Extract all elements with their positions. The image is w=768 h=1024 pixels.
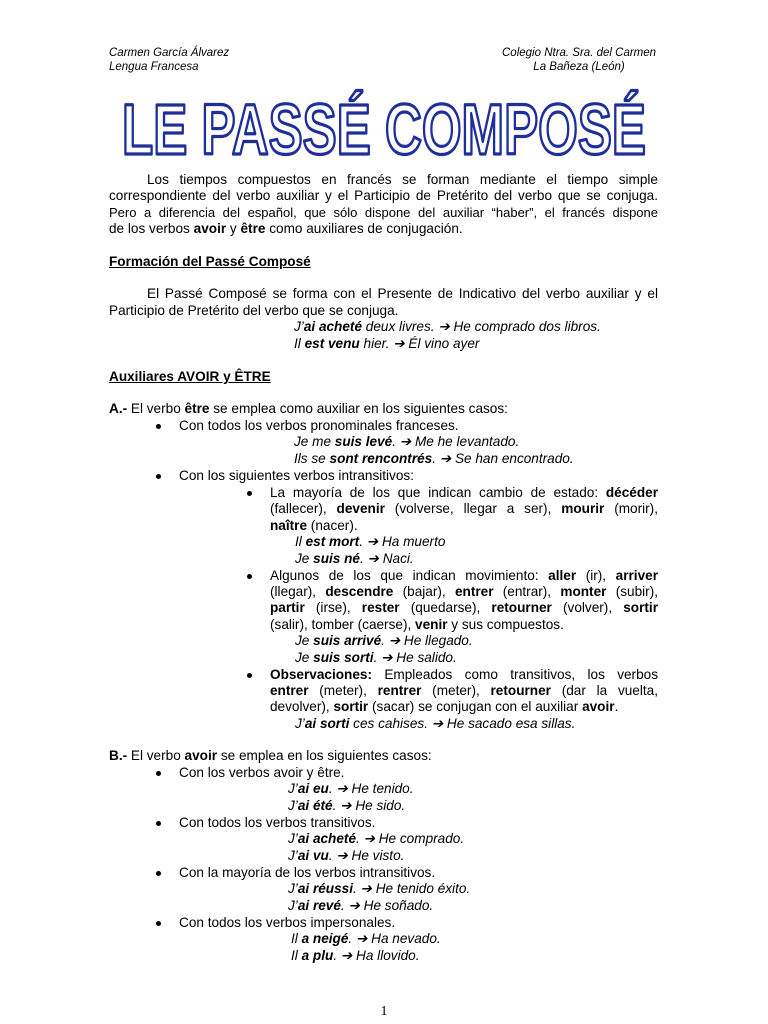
sub-bullet-1-line-3: naître (nacer).: [270, 518, 358, 533]
sub-bullet-1-example-1: Il est mort. ➔ Ha muerto: [295, 534, 446, 549]
section-b-b2-example-2: J’ai vu. ➔ He visto.: [288, 848, 405, 863]
section-b-bullet-2: Con todos los verbos transitivos.: [179, 815, 376, 830]
city-name: La Bañeza (León): [533, 61, 625, 73]
section-b-b2-example-1: J’ai acheté. ➔ He comprado.: [288, 831, 465, 846]
section-b-bullet-3: Con la mayoría de los verbos intransitivos.: [179, 865, 436, 880]
subject-name: Lengua Francesa: [109, 61, 199, 73]
sub-bullet-3-line-2: entrer (meter), rentrer (meter), retourner (dar la vuelta,: [270, 683, 658, 698]
section-a-intro: A.- El verbo être se emplea como auxiliar en los siguientes casos:: [109, 401, 508, 416]
section-b-b1-example-1: J’ai eu. ➔ He tenido.: [288, 781, 414, 796]
intro-line-4: de los verbos avoir y être como auxiliares de conjugación.: [109, 221, 463, 236]
section-b-b4-example-2: Il a plu. ➔ Ha llovido.: [291, 948, 420, 963]
school-name: Colegio Ntra. Sra. del Carmen: [502, 47, 657, 59]
sub-bullet-1-line-2: (fallecer), devenir (volverse, llegar a ser), mourir (morir),: [270, 501, 658, 516]
section-b-b1-example-2: J’ai été. ➔ He sido.: [288, 798, 406, 813]
section-b-b3-example-2: J’ai revé. ➔ He soñado.: [288, 898, 434, 913]
header-right: [502, 46, 656, 74]
page-title: [0, 88, 768, 166]
section-b-b3-example-1: J’ai réussi. ➔ He tenido éxito.: [288, 881, 471, 896]
bullet: [156, 921, 161, 926]
section-a-b1-example-1: Je me suis levé. ➔ Me he levantado.: [294, 434, 520, 449]
sub-bullet-2-example-1: Je suis arrivé. ➔ He llegado.: [295, 633, 473, 648]
bullet: [247, 491, 252, 496]
sub-bullet-2-line-2: (llegar), descendre (bajar), entrer (entrar), monter (subir),: [270, 584, 658, 599]
page-number: 1: [380, 1004, 388, 1019]
sub-bullet-2-example-2: Je suis sorti. ➔ He salido.: [295, 650, 457, 665]
sub-bullet-2-line-1: Algunos de los que indican movimiento: aller (ir), arriver: [270, 568, 658, 583]
sub-bullet-2-line-3: partir (irse), rester (quedarse), retourner (volver), sortir: [270, 600, 658, 615]
sub-bullet-1-example-2: Je suis né. ➔ Naci.: [295, 551, 414, 566]
formation-line-2: Participio de Pretérito del verbo que se conjuga.: [109, 303, 399, 318]
formation-line-1: El Passé Composé se forma con el Presente de Indicativo del verbo auxiliar y el: [147, 286, 658, 301]
bullet: [156, 821, 161, 826]
author-name: Carmen García Álvarez: [109, 47, 230, 59]
bullet: [156, 871, 161, 876]
bullet: [156, 474, 161, 479]
sub-bullet-3-line-3: devolver), sortir (sacar) se conjugan con el auxiliar avoir.: [270, 699, 619, 714]
intro-line-2: correspondiente del verbo auxiliar y el Participio de Pretérito del verbo que se conjuga.: [109, 188, 658, 203]
section-b-intro: B.- El verbo avoir se emplea en los siguientes casos:: [109, 748, 432, 763]
section-a-bullet-1: Con todos los verbos pronominales franceses.: [179, 418, 459, 433]
header-left: [109, 46, 229, 74]
sub-bullet-3-line-1: Observaciones: Empleados como transitivos, los verbos: [270, 667, 658, 682]
auxiliares-heading: Auxiliares AVOIR y ÊTRE: [109, 369, 271, 384]
formation-example-1: J’ai acheté deux livres. ➔ He comprado dos libros.: [294, 319, 601, 334]
page-title-text: LE PASSÉ COMPOSÉ: [122, 91, 646, 166]
formation-heading: Formación del Passé Composé: [109, 254, 311, 269]
bullet: [156, 424, 161, 429]
section-b-bullet-1: Con los verbos avoir y être.: [179, 765, 345, 780]
bullet: [247, 574, 252, 579]
sub-bullet-2-line-4: (salir), tomber (caerse), venir y sus compuestos.: [270, 617, 564, 632]
section-a-bullet-2: Con los siguientes verbos intransitivos:: [179, 468, 414, 483]
section-b-bullet-4: Con todos los verbos impersonales.: [179, 915, 396, 930]
sub-bullet-3-example-1: J’ai sorti ces cahises. ➔ He sacado esa sillas.: [295, 716, 576, 731]
page-title-graphic: [114, 88, 654, 166]
bullet: [247, 673, 252, 678]
formation-example-2: Il est venu hier. ➔ Él vino ayer: [294, 336, 480, 351]
intro-line-1: Los tiempos compuestos en francés se forman mediante el tiempo simple: [147, 172, 658, 187]
section-a-b1-example-2: Ils se sont rencontrés. ➔ Se han encontrado.: [294, 451, 574, 466]
bullet: [156, 771, 161, 776]
intro-line-3: Pero a diferencia del español, que sólo dispone del auxiliar “haber”, el francés dispone: [109, 205, 658, 220]
section-b-b4-example-1: Il a neigé. ➔ Ha nevado.: [291, 931, 441, 946]
sub-bullet-1-line-1: La mayoría de los que indican cambio de estado: décéder: [270, 485, 658, 500]
